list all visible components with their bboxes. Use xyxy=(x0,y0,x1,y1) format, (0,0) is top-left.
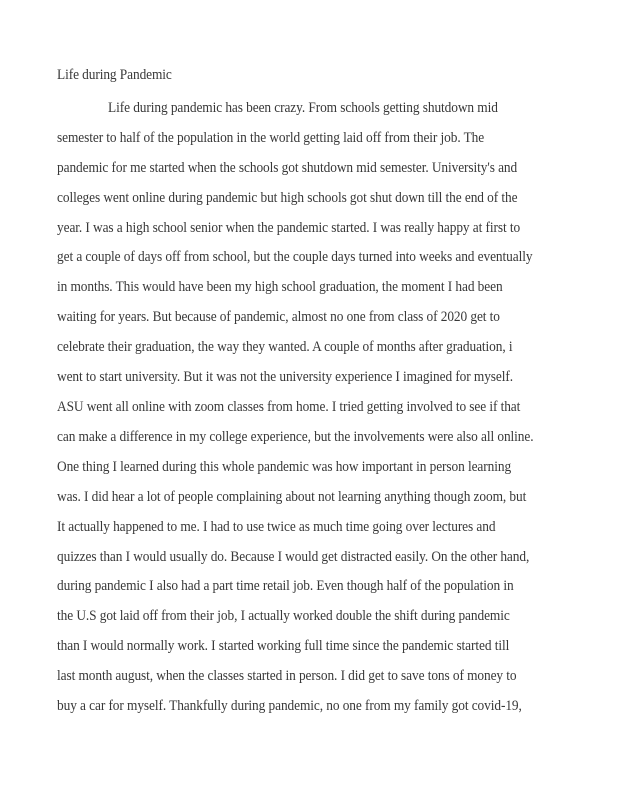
essay-line: semester to half of the population in the world getting laid off from their job. The xyxy=(57,128,485,146)
essay-line: One thing I learned during this whole pandemic was how important in person learning xyxy=(57,457,512,475)
essay-line: quizzes than I would usually do. Because I would get distracted easily. On the other hand, xyxy=(57,547,530,565)
essay-line: can make a difference in my college experience, but the involvements were also all online. xyxy=(57,427,534,445)
essay-line: get a couple of days off from school, but the couple days turned into weeks and eventually xyxy=(57,248,533,266)
essay-line: in months. This would have been my high school graduation, the moment I had been xyxy=(57,278,503,296)
essay-line: year. I was a high school senior when the pandemic started. I was really happy at first to xyxy=(57,218,521,236)
essay-line: last month august, when the classes started in person. I did get to save tons of money to xyxy=(57,667,517,685)
essay-line: was. I did hear a lot of people complaining about not learning anything though zoom, but xyxy=(57,487,527,505)
essay-line: colleges went online during pandemic but high schools got shut down till the end of the xyxy=(57,188,518,206)
essay-line: buy a car for myself. Thankfully during pandemic, no one from my family got covid-19, xyxy=(57,697,522,715)
essay-line: pandemic for me started when the schools got shutdown mid semester. University's and xyxy=(57,158,518,176)
essay-title: Life during Pandemic xyxy=(57,66,172,83)
essay-line: waiting for years. But because of pandemic, almost no one from class of 2020 get to xyxy=(57,308,500,326)
essay-line: went to start university. But it was not the university experience I imagined for myself. xyxy=(57,368,514,386)
essay-line: ASU went all online with zoom classes from home. I tried getting involved to see if that xyxy=(57,397,521,415)
essay-line: the U.S got laid off from their job, I actually worked double the shift during pandemic xyxy=(57,607,510,625)
essay-line: Life during pandemic has been crazy. From schools getting shutdown mid xyxy=(108,98,498,116)
essay-line: celebrate their graduation, the way they wanted. A couple of months after graduation, i xyxy=(57,338,513,356)
essay-line: during pandemic I also had a part time retail job. Even though half of the population in xyxy=(57,577,514,595)
essay-line: than I would normally work. I started working full time since the pandemic started till xyxy=(57,637,510,655)
essay-line: It actually happened to me. I had to use twice as much time going over lectures and xyxy=(57,517,496,535)
essay-text-block xyxy=(57,60,552,721)
